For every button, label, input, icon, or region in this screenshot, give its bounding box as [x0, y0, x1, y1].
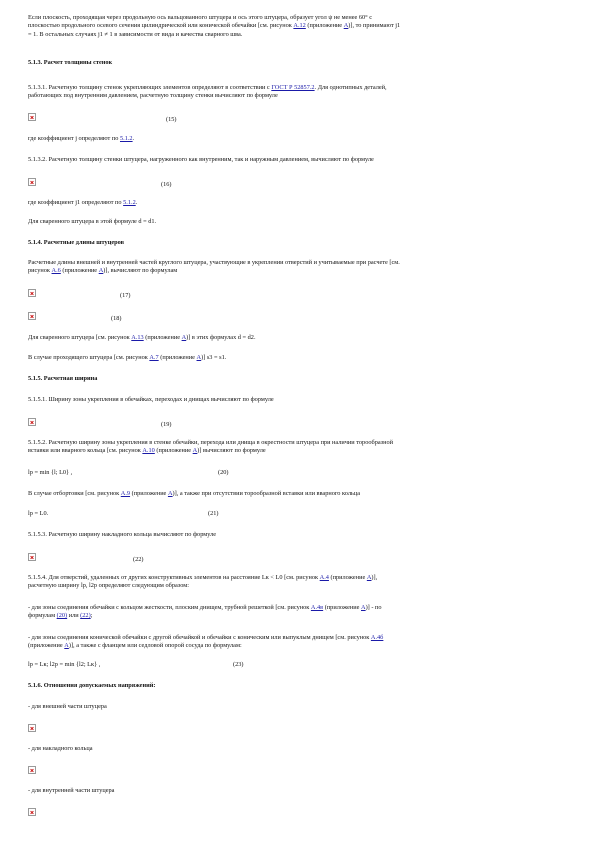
link-appendix-a-3[interactable]: А	[181, 334, 187, 341]
equation-number-21: (21)	[208, 510, 219, 517]
paragraph-reinforcing-ring: - для накладного кольца	[28, 745, 93, 752]
formula-image-outer	[28, 724, 36, 732]
equation-number-20: (20)	[218, 469, 229, 476]
formula-image-ring	[28, 766, 36, 774]
equation-number-16: (16)	[161, 181, 172, 188]
link-gost[interactable]: ГОСТ Р 52857.2	[271, 84, 315, 91]
formula-image-15	[28, 113, 36, 121]
paragraph-5-1-5-2: 5.1.5.2. Расчетную ширину зоны укрепления в стенке обечайки, перехода или днища в окрестности штуцера при наличии торообразной вставки или вварного кольца [см. рисунок А.10 (приложение А)] вычисляют по формуле	[28, 439, 394, 455]
link-figure-a13[interactable]: А.13	[131, 334, 144, 341]
paragraph-coefficient-j: где коэффициент j определяют по 5.1.2.	[28, 135, 135, 142]
paragraph-stiffening-ring-zone: - для зоны соединения обечайки с кольцом жесткости, плоским днищем, трубной решеткой [см. рисунок А.4в (приложение А)] - по формулам (20) или (22);	[28, 604, 382, 620]
heading-5-1-3: 5.1.3. Расчет толщины стенок	[28, 59, 113, 66]
formula-image-17	[28, 289, 36, 297]
paragraph-through-nozzle-a7: В случае проходящего штуцера [см. рисунок А.7 (приложение А)] s3 = s1.	[28, 354, 227, 361]
equation-number-23: (23)	[233, 661, 244, 668]
formula-23: lp = Lк; l2p = min {l2; Lк} ,	[28, 661, 101, 668]
paragraph-outer-part: - для внешней части штуцера	[28, 703, 107, 710]
paragraph-5-1-3-1: 5.1.3.1. Расчетную толщину стенок укрепляющих элементов определяют в соответствии с ГОСТ Р 52857.2. Для однотипных деталей, работающих под внутренним давлением, расчетную толщину стенки вычисляют по формуле	[28, 84, 387, 100]
paragraph-inner-part: - для внутренней части штуцера	[28, 787, 115, 794]
heading-5-1-4: 5.1.4. Расчетные длины штуцеров	[28, 239, 125, 246]
formula-image-16	[28, 178, 36, 186]
equation-number-17: (17)	[120, 292, 131, 299]
link-appendix-a[interactable]: А	[343, 22, 349, 30]
paragraph-conical-shell-zone: - для зоны соединения конической обечайки с другой обечайкой и обечайки с коническим или выпуклым днищем [см. рисунок А.4б (приложение А)], а также с фланцем или седловой опорой сосуда по формулам:	[28, 634, 384, 650]
formula-image-22	[28, 553, 36, 561]
equation-number-18: (18)	[111, 315, 122, 322]
formula-20: lp = min {l; L0} ,	[28, 469, 73, 476]
formula-21: lp = L0.	[28, 510, 49, 517]
paragraph-welded-nozzle: Для сваренного штуцера в этой формуле d = d1.	[28, 218, 157, 225]
paragraph-5-1-4: Расчетные длины внешней и внутренней частей круглого штуцера, участвующие в укреплении отверстий и учитываемые при расчете [см. рисунок А.6 (приложение А)], вычисляют по формулам	[28, 259, 400, 275]
link-figure-a12[interactable]: А.12	[293, 22, 306, 30]
formula-image-inner	[28, 808, 36, 816]
paragraph-5-1-5-4: 5.1.5.4. Для отверстий, удаленных от других конструктивных элементов на расстояние Lк < L0 [см. рисунок А.4 (приложение А)], расчетную ширину lp, l2p определяют следующим образом:	[28, 574, 378, 590]
equation-number-22: (22)	[133, 556, 144, 563]
equation-number-15: (15)	[166, 116, 177, 123]
link-appendix-a-9[interactable]: А	[64, 642, 69, 650]
paragraph-5-1-5-1: 5.1.5.1. Ширину зоны укрепления в обечайках, переходах и днищах вычисляют по формуле	[28, 396, 274, 403]
paragraph-5-1-5-3: 5.1.5.3. Расчетную ширину накладного кольца вычисляют по формуле	[28, 531, 217, 538]
paragraph-5-1-3-2: 5.1.3.2. Расчетную толщину стенки штуцера, нагруженного как внутренним, так и наружным давлением, вычисляют по формуле	[28, 156, 374, 163]
link-figure-a6[interactable]: А.6	[51, 267, 61, 275]
link-figure-a9[interactable]: А.9	[120, 490, 131, 497]
link-figure-a4[interactable]: А.4	[319, 574, 329, 581]
link-figure-a10[interactable]: А.10	[142, 447, 155, 455]
paragraph-coefficient-j1: где коэффициент j1 определяют по 5.1.2.	[28, 199, 138, 206]
link-formula-20[interactable]: (20)	[56, 612, 68, 620]
link-formula-22[interactable]: (22)	[80, 612, 91, 620]
heading-5-1-5: 5.1.5. Расчетная ширина	[28, 375, 98, 382]
equation-number-19: (19)	[161, 421, 172, 428]
link-appendix-a-8[interactable]: А	[361, 604, 366, 611]
link-figure-a4b[interactable]: А.4б	[370, 634, 384, 641]
link-section-5-1-2[interactable]: 5.1.2	[119, 135, 133, 142]
formula-image-19	[28, 418, 36, 426]
link-appendix-a-5[interactable]: А	[192, 447, 198, 455]
link-section-5-1-2-b[interactable]: 5.1.2	[123, 199, 136, 206]
link-appendix-a-4[interactable]: А	[196, 354, 202, 361]
link-figure-a4v[interactable]: А.4в	[310, 604, 324, 611]
paragraph-welded-nozzle-a13: Для сваренного штуцера [см. рисунок А.13 (приложение А)] в этих формулах d = d2.	[28, 334, 256, 341]
link-appendix-a-2[interactable]: А	[98, 267, 104, 275]
heading-5-1-6: 5.1.6. Отношения допускаемых напряжений:	[28, 682, 156, 689]
paragraph-flanging-a9: В случае отбортовки [см. рисунок А.9 (приложение А)], а также при отсутствии торообразной вставки или вварного кольца	[28, 490, 361, 497]
link-appendix-a-7[interactable]: А	[366, 574, 372, 581]
formula-image-18	[28, 312, 36, 320]
link-figure-a7[interactable]: А.7	[149, 354, 159, 361]
paragraph-angle-condition: Если плоскость, проходящая через продольную ось вальцованного штуцера и ось этого штуцера, образует угол ψ не менее 60° с плоскостью продольного осевого сечения цилиндрической или конической обечайки [см. рисунок А.12 (приложение А)], то принимают j1 = 1. В остальных случаях j1 ≠ 1 в зависимости от вида и качества сварного шва.	[28, 14, 401, 38]
link-appendix-a-6[interactable]: А	[167, 490, 173, 497]
